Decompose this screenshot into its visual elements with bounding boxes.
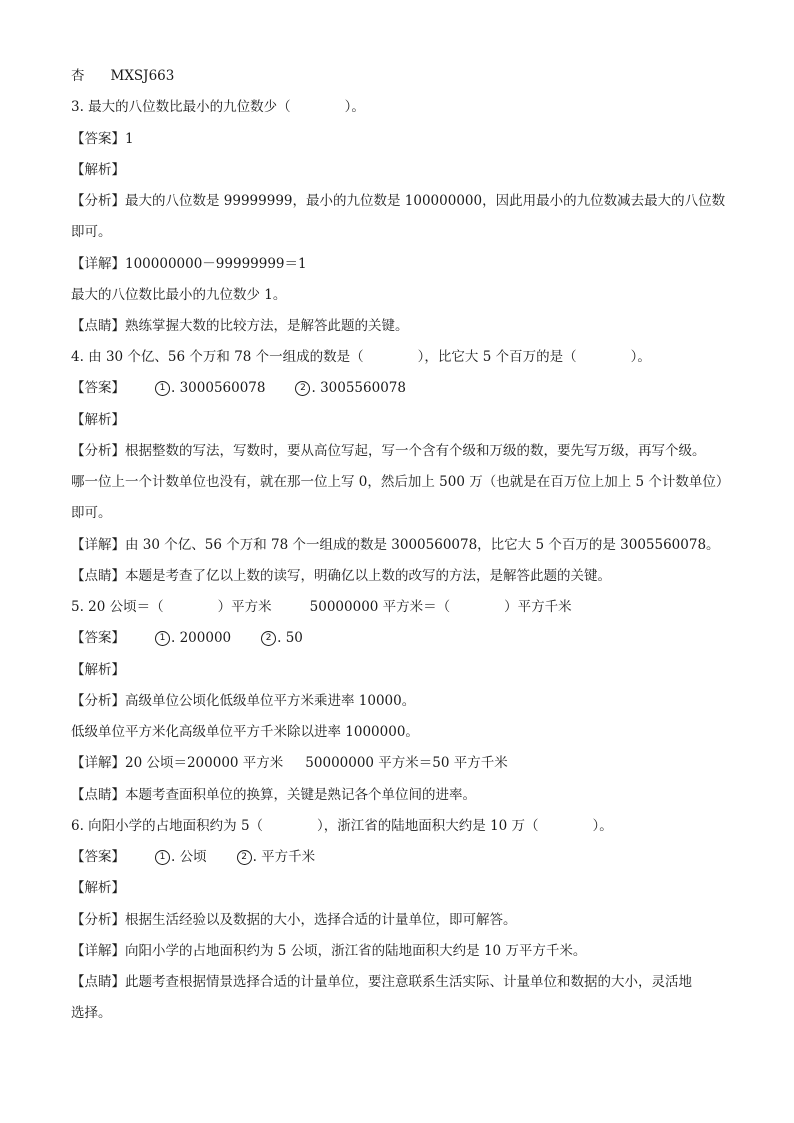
q5-pointer: 本题考查面积单位的换算，关键是熟记各个单位间的进率。 [125, 787, 476, 803]
q5-opt1-number-icon: 1 [155, 631, 170, 646]
q4-answer-line [71, 379, 731, 397]
q4-fenxi: 根据整数的写法，写数时，要从高位写起，写一个含有个级和万级的数，要先写万级，再写个级。 [125, 443, 706, 459]
q5-detail-line [71, 754, 731, 772]
q3-fenxi: 最大的八位数是 99999999，最小的九位数是 100000000，因此用最小的九位数减去最大的八位数 [125, 193, 726, 209]
header-left: 杏 [71, 68, 85, 84]
q5-detail-b: 50000000 平方米＝50 平方千米 [305, 755, 508, 771]
q4-pointer-line [71, 567, 731, 585]
q3-analysis-label: 【解析】 [71, 162, 125, 178]
detail-label: 【详解】 [71, 256, 125, 272]
fenxi-label: 【分析】 [71, 443, 125, 459]
q4-question: 4. 由 30 个亿、56 个万和 78 个一组成的数是（ ），比它大 5 个百万的是（ ）。 [71, 349, 651, 365]
q3-pointer: 熟练掌握大数的比较方法，是解答此题的关键。 [125, 318, 409, 334]
q4-opt2-number-icon: 2 [295, 381, 310, 396]
q6-fenxi-line [71, 911, 731, 929]
q3-answer-line [71, 130, 731, 148]
q4-fenxi-cont: 哪一位上一个计数单位也没有，就在那一位上写 0，然后加上 500 万（也就是在百万位上加上 5 个计数单位） [71, 474, 730, 490]
q5-pointer-line [71, 786, 731, 804]
q6-answer-line [71, 848, 731, 866]
q5-opt1: . 200000 [171, 630, 232, 646]
fenxi-label: 【分析】 [71, 193, 125, 209]
q6-detail: 向阳小学的占地面积约为 5 公顷，浙江省的陆地面积大约是 10 万平方千米。 [125, 943, 587, 959]
header-code: MXSJ663 [110, 68, 175, 84]
answer-label: 【答案】 [71, 849, 125, 865]
q6-analysis-label: 【解析】 [71, 880, 125, 896]
q6-pointer: 此题考查根据情景选择合适的计量单位，要注意联系生活实际、计量单位和数据的大小，灵活地 [125, 974, 692, 990]
q4-opt2: . 3005560078 [311, 380, 406, 396]
q3-fenxi-line [71, 192, 731, 210]
q3-detail: 100000000－99999999＝1 [125, 256, 307, 272]
header-line [71, 67, 731, 85]
q3-fenxi-cont: 即可。 [71, 224, 112, 240]
q5-question-line [71, 598, 731, 616]
answer-label: 【答案】 [71, 380, 125, 396]
q4-pointer: 本题是考查了亿以上数的读写，明确亿以上数的改写的方法，是解答此题的关键。 [125, 568, 611, 584]
q3-pointer-line [71, 317, 731, 335]
q6-question: 6. 向阳小学的占地面积约为 5（ ），浙江省的陆地面积大约是 10 万（ ）。 [71, 818, 613, 834]
q5-fenxi-line [71, 692, 731, 710]
answer-label: 【答案】 [71, 131, 125, 147]
q6-fenxi: 根据生活经验以及数据的大小，选择合适的计量单位，即可解答。 [125, 912, 517, 928]
q4-analysis-label: 【解析】 [71, 412, 125, 428]
q4-opt1-number-icon: 1 [155, 381, 170, 396]
q3-detail-cont: 最大的八位数比最小的九位数少 1。 [71, 287, 287, 303]
q6-opt2-number-icon: 2 [237, 850, 252, 865]
q4-fenxi-cont2: 即可。 [71, 505, 112, 521]
pointer-label: 【点睛】 [71, 787, 125, 803]
q6-opt2: . 平方千米 [252, 849, 316, 865]
q4-detail: 由 30 个亿、56 个万和 78 个一组成的数是 3000560078，比它大 5 个百万的是 3005560078。 [125, 537, 720, 553]
q4-opt1: . 3000560078 [171, 380, 266, 396]
q5-question-a: 5. 20 公顷＝（ ）平方米 [71, 599, 272, 615]
q5-opt2: . 50 [277, 630, 303, 646]
pointer-label: 【点睛】 [71, 974, 125, 990]
detail-label: 【详解】 [71, 537, 125, 553]
q6-opt1-number-icon: 1 [155, 850, 170, 865]
detail-label: 【详解】 [71, 943, 125, 959]
q3-question: 3. 最大的八位数比最小的九位数少（ ）。 [71, 99, 365, 115]
answer-label: 【答案】 [71, 630, 125, 646]
pointer-label: 【点睛】 [71, 568, 125, 584]
q5-fenxi: 高级单位公顷化低级单位平方米乘进率 10000。 [125, 693, 416, 709]
q6-opt1: . 公顷 [171, 849, 207, 865]
fenxi-label: 【分析】 [71, 912, 125, 928]
q5-detail-a: 20 公顷＝200000 平方米 [125, 755, 284, 771]
q3-answer: 1 [125, 131, 134, 147]
q4-fenxi-line [71, 442, 731, 460]
q3-detail-line [71, 255, 731, 273]
q5-opt2-number-icon: 2 [261, 631, 276, 646]
q5-question-b: 50000000 平方米＝（ ）平方千米 [309, 599, 572, 615]
pointer-label: 【点睛】 [71, 318, 125, 334]
detail-label: 【详解】 [71, 755, 125, 771]
q6-pointer-cont: 选择。 [71, 1005, 112, 1021]
q5-analysis-label: 【解析】 [71, 662, 125, 678]
q5-answer-line [71, 629, 731, 647]
q5-fenxi-cont: 低级单位平方米化高级单位平方千米除以进率 1000000。 [71, 724, 419, 740]
q4-detail-line [71, 536, 731, 554]
q6-detail-line [71, 942, 731, 960]
fenxi-label: 【分析】 [71, 693, 125, 709]
q6-pointer-line [71, 973, 731, 991]
